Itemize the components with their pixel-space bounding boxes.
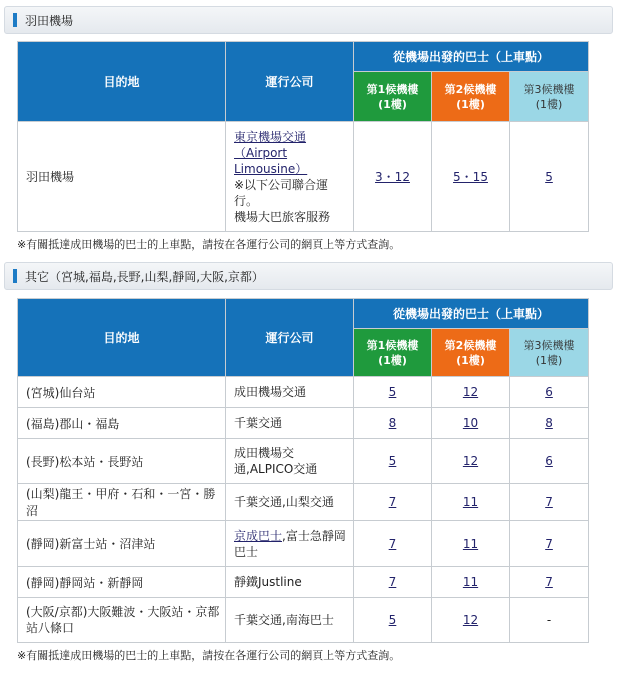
header-company: 運行公司: [226, 42, 354, 122]
destination-cell: (長野)松本站・長野站: [18, 439, 226, 484]
footnote: ※有關抵達成田機場的巴士的上車點，請按在各運行公司的網頁上等方式查詢。: [17, 649, 401, 662]
table-row: [18, 484, 589, 521]
terminal-1-stop-link[interactable]: 5: [388, 454, 397, 468]
stop-link[interactable]: 5: [545, 169, 553, 184]
terminal-1-stop-link[interactable]: 8: [388, 416, 397, 430]
terminal-1-stop-link[interactable]: 7: [388, 575, 397, 589]
terminal-3-stop-link[interactable]: 8: [545, 416, 553, 430]
terminal-3-stop-link[interactable]: 7: [545, 575, 553, 589]
terminal-3-stop-cell: -: [510, 598, 589, 643]
section-title: 其它（宮城,福島,長野,山梨,靜岡,大阪,京都）: [25, 269, 264, 284]
company-cell: 千葉交通,南海巴士: [226, 598, 354, 643]
header-destination: 目的地: [18, 42, 226, 122]
footnote: ※有關抵達成田機場的巴士的上車點，請按在各運行公司的網頁上等方式查詢。: [17, 238, 401, 251]
section-header-haneda: [4, 6, 613, 34]
destination-cell: (靜岡)靜岡站・新靜岡: [18, 567, 226, 598]
terminal-1-stop-link[interactable]: 7: [388, 495, 397, 509]
company-cell: 東京機場交通（Airport Limousine） ※以下公司聯合運行。 機場大巴旅客服務: [226, 122, 354, 232]
company-cell: 靜鐵Justline: [226, 567, 354, 598]
table-row: [18, 122, 589, 232]
destination-cell: (山梨)龍王・甲府・石和・一宮・勝沼: [18, 484, 226, 521]
terminal-1-stop-link[interactable]: 7: [388, 536, 397, 551]
header-terminal-3: 第3候機樓 (1樓): [510, 329, 589, 377]
section-header-others: [4, 262, 613, 290]
terminal-3-stop: [510, 122, 589, 232]
terminal-2-stop-link[interactable]: 10: [462, 416, 479, 430]
table-row: [18, 598, 589, 643]
terminal-3-stop-link[interactable]: 6: [545, 385, 553, 399]
header-terminal-2: 第2候機樓 (1樓): [432, 72, 510, 122]
table-row: [18, 521, 589, 567]
terminal-3-stop-link[interactable]: 7: [545, 495, 553, 509]
destination-cell: (靜岡)新富士站・沼津站: [18, 521, 226, 567]
section-marker-icon: [13, 269, 17, 283]
header-bus-stop: 從機場出發的巴士（上車點）: [354, 299, 589, 329]
table-row: [18, 377, 589, 408]
section-marker-icon: [13, 13, 17, 27]
destination-cell: (福島)郡山・福島: [18, 408, 226, 439]
section-title: 羽田機場: [25, 13, 74, 28]
terminal-2-stop: [432, 122, 510, 232]
header-bus-stop: 從機場出發的巴士（上車點）: [354, 42, 589, 72]
terminal-2-stop-link[interactable]: 12: [462, 613, 479, 627]
company-cell: 成田機場交通,ALPICO交通: [226, 439, 354, 484]
header-terminal-1: 第1候機樓 (1樓): [354, 72, 432, 122]
terminal-2-stop-link[interactable]: 11: [462, 536, 479, 551]
destination-cell: (大阪/京都)大阪難波・大阪站・京都站八條口: [18, 598, 226, 643]
header-terminal-1: 第1候機樓 (1樓): [354, 329, 432, 377]
table-row: [18, 567, 589, 598]
table-row: [18, 439, 589, 484]
company-cell: 千葉交通,山梨交通: [226, 484, 354, 521]
haneda-bus-table: [17, 41, 589, 232]
terminal-2-stop-link[interactable]: 11: [462, 575, 479, 589]
stop-link[interactable]: 3・12: [375, 170, 410, 184]
destination-cell: (宮城)仙台站: [18, 377, 226, 408]
terminal-3-stop-link[interactable]: 6: [545, 454, 553, 468]
terminal-2-stop-link[interactable]: 12: [462, 454, 479, 468]
stop-link[interactable]: 5・15: [453, 170, 488, 184]
header-terminal-3: 第3候機樓 (1樓): [510, 72, 589, 122]
header-terminal-2: 第2候機樓 (1樓): [432, 329, 510, 377]
terminal-3-stop-link[interactable]: 7: [545, 536, 553, 551]
table-row: [18, 408, 589, 439]
company-cell: 京成巴士,富士急靜岡巴士: [226, 521, 354, 567]
company-link[interactable]: 東京機場交通（Airport Limousine）: [234, 129, 308, 176]
terminal-1-stop-link[interactable]: 5: [388, 613, 397, 627]
company-link[interactable]: 京成巴士: [234, 528, 283, 543]
terminal-2-stop-link[interactable]: 12: [462, 385, 479, 399]
company-cell: 成田機場交通: [226, 377, 354, 408]
others-bus-table: [17, 298, 589, 643]
terminal-1-stop-link[interactable]: 5: [388, 385, 397, 399]
company-cell: 千葉交通: [226, 408, 354, 439]
header-destination: 目的地: [18, 299, 226, 377]
header-company: 運行公司: [226, 299, 354, 377]
terminal-2-stop-link[interactable]: 11: [462, 495, 479, 509]
terminal-1-stop: [354, 122, 432, 232]
destination-cell: 羽田機場: [18, 122, 226, 232]
